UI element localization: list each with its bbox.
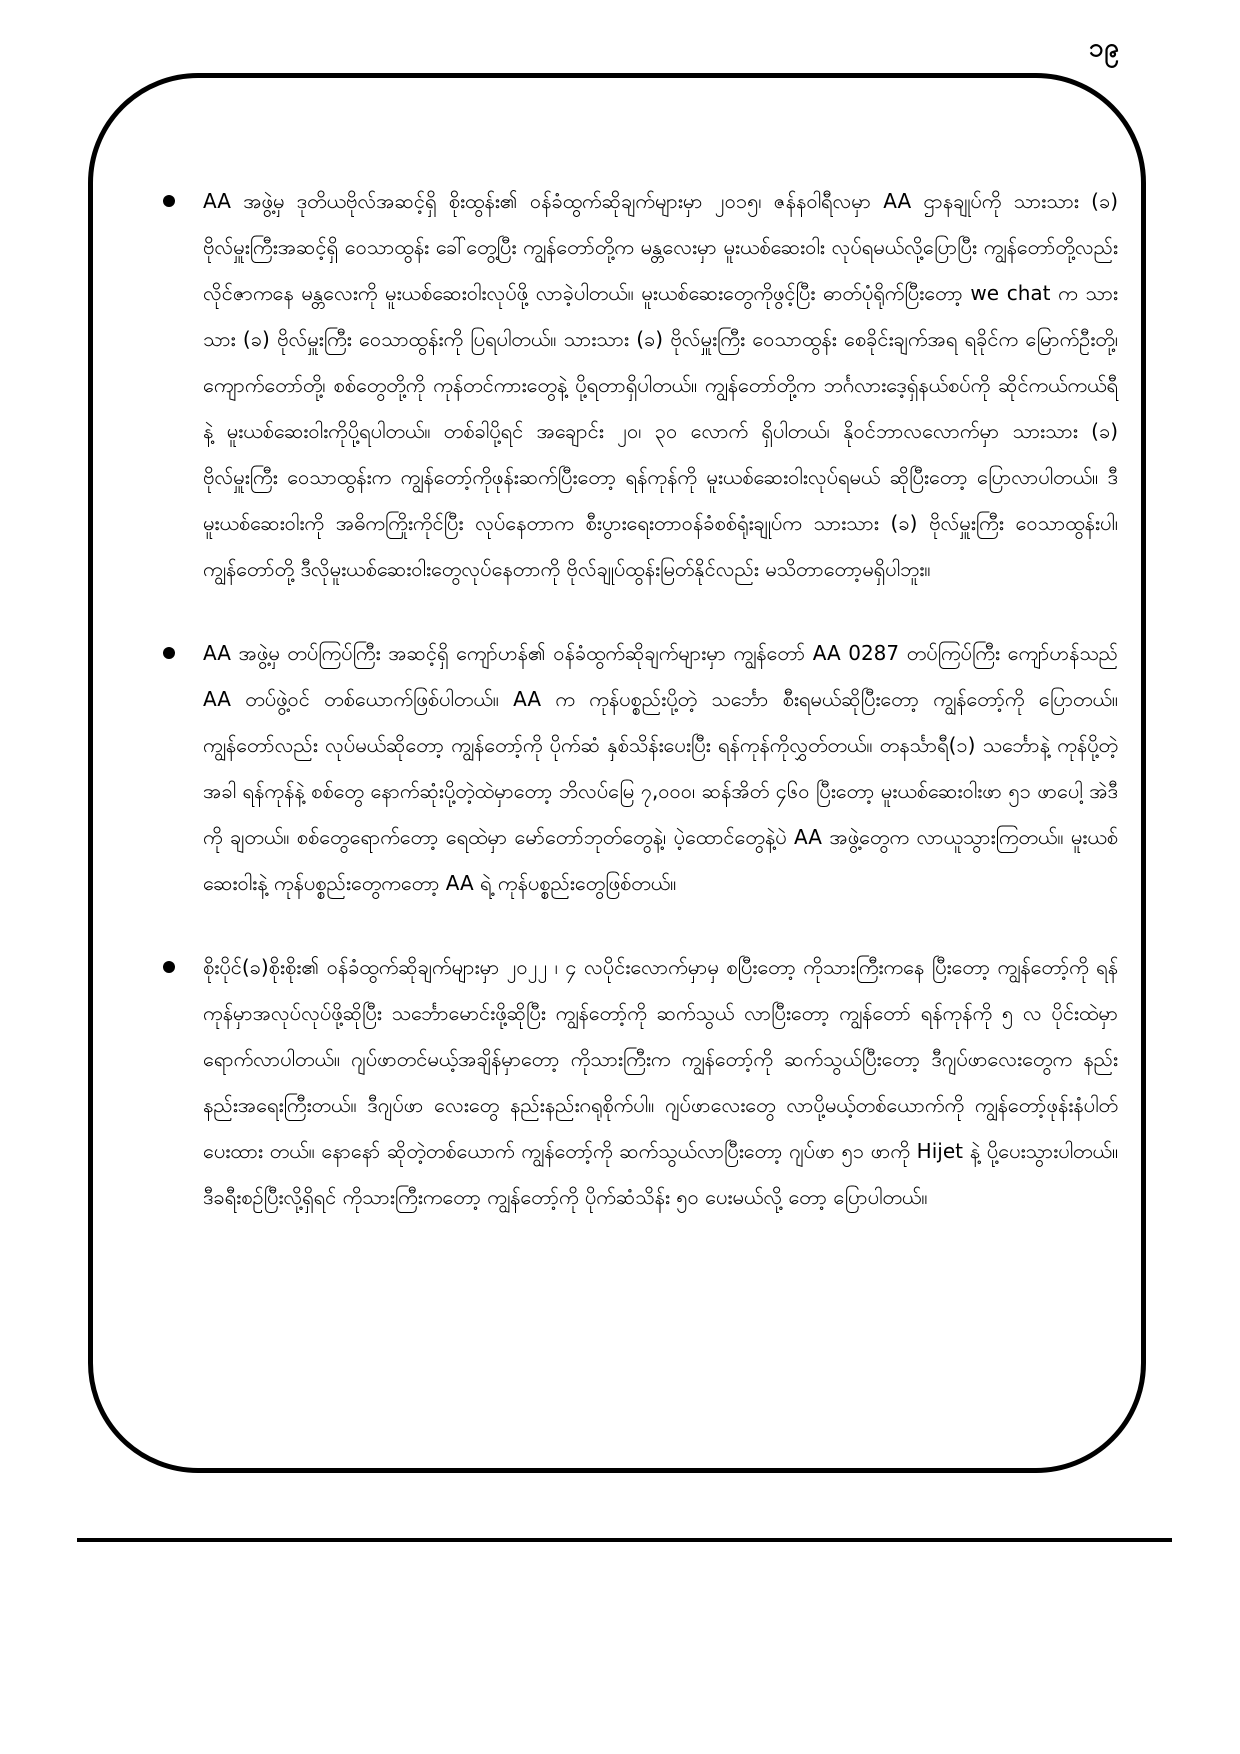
page-number: ၁၉ xyxy=(1088,33,1120,63)
bullet-icon xyxy=(163,195,175,207)
list-item xyxy=(163,944,1118,1220)
paragraph-text: AA အဖွဲ့မှ ဒုတိယဗိုလ်အဆင့်ရှိ စိုးထွန်း၏ ဝန်ခံထွက်ဆိုချက်များမှာ ၂၀၁၅၊ ဇန်နဝါရီလမှာ AA ဌာနချုပ်ကို သားသား (ခ) ဗိုလ်မှူးကြီးအဆင့်ရှိ ဝေသာထွန်း ခေါ်တွေ့ပြီး ကျွန်တော်တို့က မန္တလေးမှာ မူးယစ်ဆေးဝါး လုပ်ရမယ်လို့ပြောပြီး ကျွန်တော်တို့လည်း လိုင်ဇာကနေ မန္တလေးကို မူးယစ်ဆေးဝါးလုပ်ဖို့ လာခဲ့ပါတယ်။ မူးယစ်ဆေးတွေကိုဖွင့်ပြီး ဓာတ်ပုံရိုက်ပြီးတော့ we chat က သားသား (ခ) ဗိုလ်မှူးကြီး ဝေသာထွန်းကို ပြရပါတယ်။ သားသား (ခ) ဗိုလ်မှူးကြီး ဝေသာထွန်း စေခိုင်းချက်အရ ရခိုင်က မြောက်ဦးတို့၊ ကျောက်တော်တို့၊ စစ်တွေတို့ကို ကုန်တင်ကားတွေနဲ့ ပို့ရတာရှိပါတယ်။ ကျွန်တော်တို့က ဘင်္ဂလားဒေ့ရှ်နယ်စပ်ကို ဆိုင်ကယ်ကယ်ရီနဲ့ မူးယစ်ဆေးဝါးကိုပို့ရပါတယ်။ တစ်ခါပို့ရင် အချောင်း ၂၀၊ ၃၀ လောက် ရှိပါတယ်၊ နိုဝင်ဘာလလောက်မှာ သားသား (ခ) ဗိုလ်မှူးကြီး ဝေသာထွန်းက ကျွန်တော့်ကိုဖုန်းဆက်ပြီးတော့ ရန်ကုန်ကို မူးယစ်ဆေးဝါးလုပ်ရမယ် ဆိုပြီးတော့ ပြောလာပါတယ်။ ဒီမူးယစ်ဆေးဝါးကို အဓိကကြိုးကိုင်ပြီး လုပ်နေတာက စီးပွားရေးတာဝန်ခံစစ်ရုံးချုပ်က သားသား (ခ) ဗိုလ်မှူးကြီး ဝေသာထွန်းပါ၊ ကျွန်တော်တို့ ဒီလိုမူးယစ်ဆေးဝါးတွေလုပ်နေတာကို ဗိုလ်ချုပ်ထွန်းမြတ်နိုင်လည်း မသိတာတော့မရှိပါဘူး။ xyxy=(203,189,1118,581)
content-frame xyxy=(88,73,1146,1473)
footer-divider xyxy=(77,1538,1172,1542)
bullet-icon xyxy=(163,647,175,659)
list-item xyxy=(163,178,1118,592)
bullet-icon xyxy=(163,961,175,973)
paragraph-text: စိုးပိုင်(ခ)စိုးစိုး၏ ဝန်ခံထွက်ဆိုချက်များမှာ ၂၀၂၂ ၊ ၄ လပိုင်းလောက်မှာမှ စပြီးတော့ ကိုသားကြီးကနေ ပြီးတော့ ကျွန်တော့်ကို ရန်ကုန်မှာအလုပ်လုပ်ဖို့ဆိုပြီး သင်္ဘောမောင်းဖို့ဆိုပြီး ကျွန်တော့်ကို ဆက်သွယ် လာပြီးတော့ ကျွန်တော် ရန်ကုန်ကို ၅ လ ပိုင်းထဲမှာရောက်လာပါတယ်။ ဂျပ်ဖာတင်မယ့်အချိန်မှာတော့ ကိုသားကြီးက ကျွန်တော့်ကို ဆက်သွယ်ပြီးတော့ ဒီဂျပ်ဖာလေးတွေက နည်းနည်းအရေးကြီးတယ်။ ဒီဂျပ်ဖာ လေးတွေ နည်းနည်းဂရုစိုက်ပါ။ ဂျပ်ဖာလေးတွေ လာပို့မယ့်တစ်ယောက်ကို ကျွန်တော့်ဖုန်းနံပါတ် ပေးထား တယ်။ နောနော် ဆိုတဲ့တစ်ယောက် ကျွန်တော့်ကို ဆက်သွယ်လာပြီးတော့ ဂျပ်ဖာ ၅၁ ဖာကို Hijet နဲ့ ပို့ပေးသွားပါတယ်။ ဒီခရီးစဉ်ပြီးလို့ရှိရင် ကိုသားကြီးကတော့ ကျွန်တော့်ကို ပိုက်ဆံသိန်း ၅၀ ပေးမယ်လို့ တော့ ပြောပါတယ်။ xyxy=(203,955,1118,1209)
list-item xyxy=(163,630,1118,906)
paragraph-text: AA အဖွဲ့မှ တပ်ကြပ်ကြီး အဆင့်ရှိ ကျော်ဟန်၏ ဝန်ခံထွက်ဆိုချက်များမှာ ကျွန်တော် AA 0287 တပ်ကြပ်ကြီး ကျော်ဟန်သည် AA တပ်ဖွဲ့ဝင် တစ်ယောက်ဖြစ်ပါတယ်။ AA က ကုန်ပစ္စည်းပို့တဲ့ သင်္ဘော စီးရမယ်ဆိုပြီးတော့ ကျွန်တော့်ကို ပြောတယ်။ ကျွန်တော်လည်း လုပ်မယ်ဆိုတော့ ကျွန်တော့်ကို ပိုက်ဆံ နှစ်သိန်းပေးပြီး ရန်ကုန်ကိုလွှတ်တယ်။ တနင်္သာရီ(၁) သင်္ဘောနဲ့ ကုန်ပို့တဲ့အခါ ရန်ကုန်နဲ့ စစ်တွေ နောက်ဆုံးပို့တဲ့ထဲမှာတော့ ဘိလပ်မြေ ၇,၀၀၀၊ ဆန်အိတ် ၄၆၀ ပြီးတော့ မူးယစ်ဆေးဝါးဖာ ၅၁ ဖာပေါ့ အဲဒီကို ချတယ်။ စစ်တွေရောက်တော့ ရေထဲမှာ မော်တော်ဘုတ်တွေနဲ့၊ ပဲ့ထောင်တွေနဲ့ပဲ AA အဖွဲ့တွေက လာယူသွားကြတယ်။ မူးယစ်ဆေးဝါးနဲ့ ကုန်ပစ္စည်းတွေကတော့ AA ရဲ့ ကုန်ပစ္စည်းတွေဖြစ်တယ်။ xyxy=(203,641,1119,895)
bullet-list xyxy=(163,178,1118,1258)
